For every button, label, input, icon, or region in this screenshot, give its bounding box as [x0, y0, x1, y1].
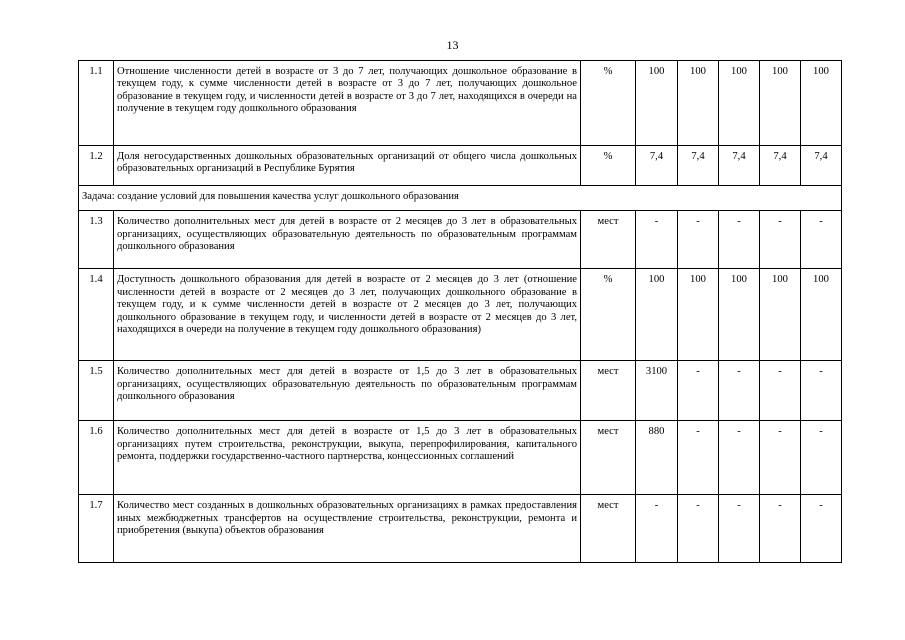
unit-cell: %: [581, 146, 636, 186]
value-cell: 7,4: [678, 146, 719, 186]
value-cell: 100: [760, 61, 801, 146]
value-cell: 7,4: [801, 146, 842, 186]
unit-cell: мест: [581, 361, 636, 421]
value-cell: 100: [678, 61, 719, 146]
value-cell: 880: [636, 421, 678, 495]
value-cell: -: [678, 361, 719, 421]
value-cell: -: [636, 495, 678, 563]
table-row: [79, 421, 842, 495]
table-row: [79, 211, 842, 269]
indicator-description: Доступность дошкольного образования для детей в возрасте от 2 месяцев до 3 лет (отношение численности детей в возрасте от 2 месяцев до 3 лет, получающих дошкольного образование в текущем году, и к сумме численности детей в возрасте от 2 месяцев до 3 лет, получающих дошкольного образование в текущем году, и численности детей в возрасте от 2 месяцев до 3 лет, находящихся в очереди на получение в текущем году дошкольного образования): [114, 269, 581, 361]
table-row: [79, 61, 842, 146]
indicator-description: Количество дополнительных мест для детей в возрасте от 2 месяцев до 3 лет в образовательных организациях, осуществляющих образовательную деятельность по образовательным программам дошкольного образования: [114, 211, 581, 269]
value-cell: -: [801, 361, 842, 421]
value-cell: 100: [719, 269, 760, 361]
value-cell: -: [636, 211, 678, 269]
table-body: [79, 61, 842, 563]
value-cell: -: [678, 495, 719, 563]
task-text: Задача: создание условий для повышения качества услуг дошкольного образования: [79, 186, 842, 211]
table-row: [79, 146, 842, 186]
row-number: 1.4: [79, 269, 114, 361]
value-cell: -: [719, 495, 760, 563]
value-cell: 100: [801, 269, 842, 361]
value-cell: -: [801, 495, 842, 563]
value-cell: 100: [760, 269, 801, 361]
indicator-description: Количество мест созданных в дошкольных образовательных организациях в рамках предоставления иных межбюджетных трансфертов на осуществление строительства, реконструкции, ремонта и приобретения (выкупа) объектов образования: [114, 495, 581, 563]
value-cell: 100: [636, 61, 678, 146]
indicator-description: Количество дополнительных мест для детей в возрасте от 1,5 до 3 лет в образовательных организациях путем строительства, реконструкции, выкупа, перепрофилирования, капитального ремонта, поддержки государственно-частного партнерства, концессионных соглашений: [114, 421, 581, 495]
value-cell: -: [760, 421, 801, 495]
indicator-description: Отношение численности детей в возрасте от 3 до 7 лет, получающих дошкольное образование в текущем году, к сумме численности детей в возрасте от 3 до 7 лет, получающих дошкольное образование в текущем году, и численности детей в возрасте от 3 до 7 лет, находящихся в очереди на получение в текущем году дошкольного образования: [114, 61, 581, 146]
indicator-description: Количество дополнительных мест для детей в возрасте от 1,5 до 3 лет в образовательных организациях, осуществляющих образовательную деятельность по образовательным программам дошкольного образования: [114, 361, 581, 421]
unit-cell: мест: [581, 211, 636, 269]
value-cell: -: [760, 361, 801, 421]
row-number: 1.6: [79, 421, 114, 495]
value-cell: 100: [636, 269, 678, 361]
value-cell: 7,4: [760, 146, 801, 186]
value-cell: -: [719, 211, 760, 269]
value-cell: -: [760, 211, 801, 269]
value-cell: -: [678, 211, 719, 269]
unit-cell: %: [581, 61, 636, 146]
unit-cell: мест: [581, 421, 636, 495]
row-number: 1.5: [79, 361, 114, 421]
value-cell: -: [678, 421, 719, 495]
task-row: [79, 186, 842, 211]
value-cell: 100: [801, 61, 842, 146]
row-number: 1.7: [79, 495, 114, 563]
value-cell: -: [760, 495, 801, 563]
value-cell: 3100: [636, 361, 678, 421]
table-row: [79, 495, 842, 563]
indicator-description: Доля негосударственных дошкольных образовательных организаций от общего числа дошкольных образовательных организаций в Республике Бурятия: [114, 146, 581, 186]
value-cell: -: [801, 421, 842, 495]
value-cell: -: [719, 421, 760, 495]
value-cell: 7,4: [719, 146, 760, 186]
row-number: 1.2: [79, 146, 114, 186]
value-cell: -: [719, 361, 760, 421]
row-number: 1.3: [79, 211, 114, 269]
value-cell: 7,4: [636, 146, 678, 186]
row-number: 1.1: [79, 61, 114, 146]
table-row: [79, 361, 842, 421]
unit-cell: %: [581, 269, 636, 361]
value-cell: 100: [678, 269, 719, 361]
unit-cell: мест: [581, 495, 636, 563]
value-cell: -: [801, 211, 842, 269]
indicators-table: [78, 60, 842, 563]
page-number: 13: [446, 38, 459, 52]
table-row: [79, 269, 842, 361]
value-cell: 100: [719, 61, 760, 146]
